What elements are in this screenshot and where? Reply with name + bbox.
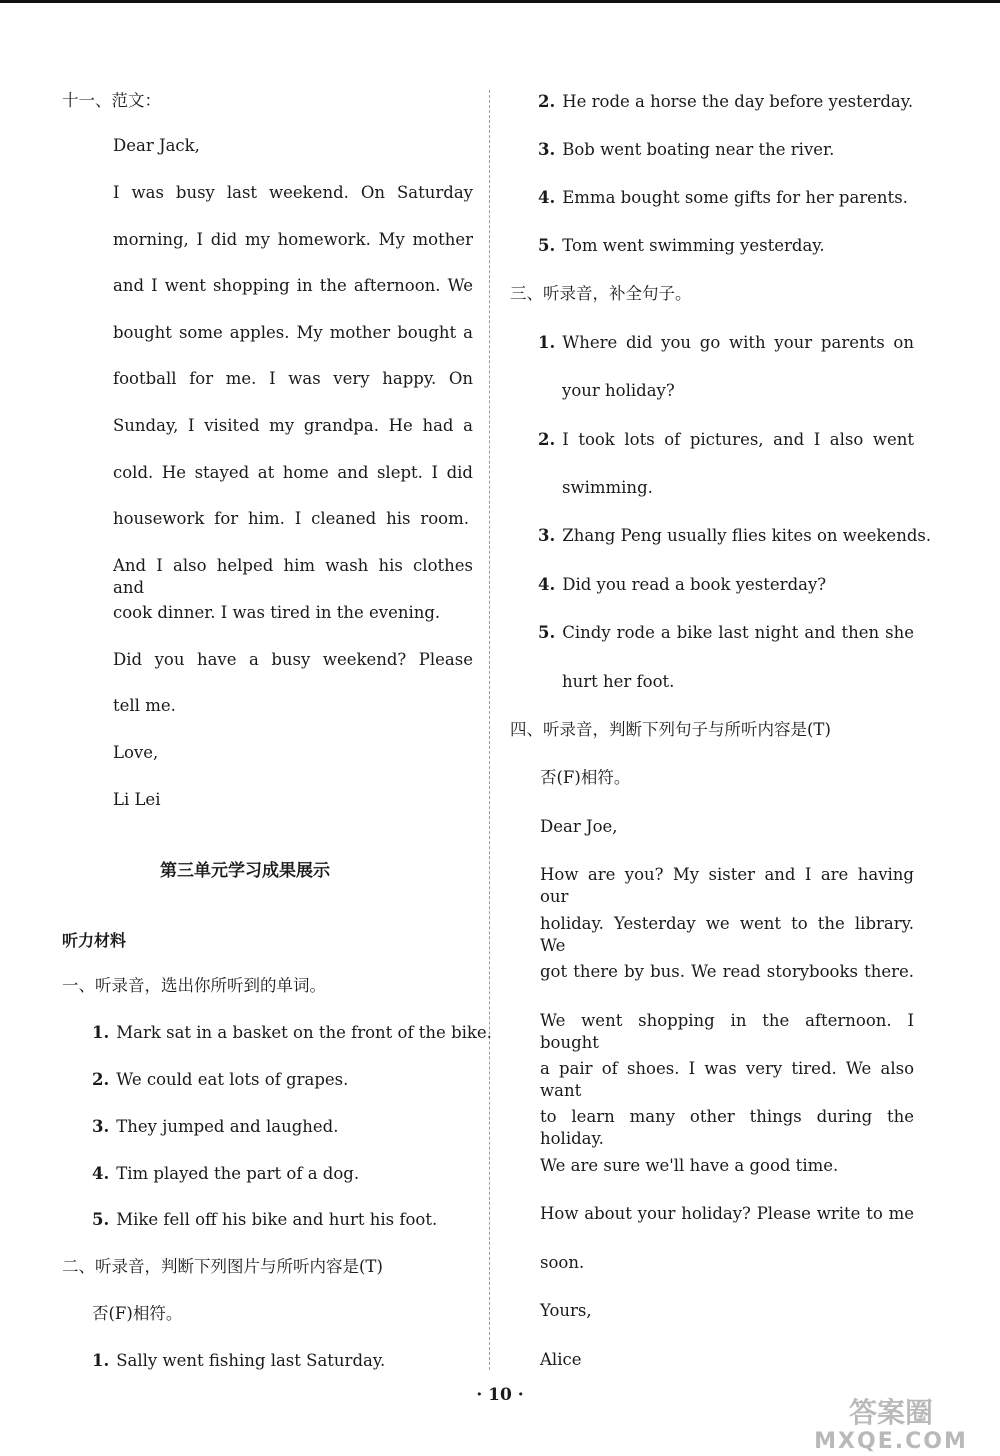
list-item: 3. Zhang Peng usually flies kites on weekends.: [538, 526, 932, 545]
letter-line: soon.: [540, 1253, 585, 1272]
essay-closing: Love,: [113, 743, 159, 762]
letter-line: We went shopping in the afternoon. I bought: [540, 1011, 914, 1052]
list-item: 4. Emma bought some gifts for her parents.: [538, 188, 908, 207]
letter-line: got there by bus. We read storybooks there.: [540, 962, 914, 981]
list-item: 1. Where did you go with your parents on: [538, 333, 914, 352]
list-item: 4. Did you read a book yesterday?: [538, 575, 827, 594]
section-1-title: 一、听录音，选出你所听到的单词。: [62, 976, 326, 995]
essay-line: football for me. I was very happy. On: [113, 369, 473, 388]
essay-line: tell me.: [113, 696, 176, 715]
essay-line: And I also helped him wash his clothes and: [113, 556, 473, 597]
section-4-title-cont: 否(F)相符。: [540, 768, 631, 787]
letter-closing: Yours,: [540, 1301, 592, 1320]
list-item: 2. I took lots of pictures, and I also went: [538, 430, 914, 449]
list-item: 5. Tom went swimming yesterday.: [538, 236, 825, 255]
list-item-cont: swimming.: [562, 478, 653, 497]
essay-line: bought some apples. My mother bought a: [113, 323, 473, 342]
watermark-text-top: 答案圈: [848, 1396, 934, 1429]
list-item-cont: your holiday?: [562, 381, 675, 400]
section-2-title-cont: 否(F)相符。: [92, 1304, 183, 1323]
section-4-title: 四、听录音，判断下列句子与所听内容是(T): [510, 720, 831, 739]
page-number: · 10 ·: [476, 1385, 524, 1405]
essay-line: cook dinner. I was tired in the evening.: [113, 603, 441, 622]
essay-line: Sunday, I visited my grandpa. He had a: [113, 416, 473, 435]
letter-line: How are you? My sister and I are having our: [540, 865, 914, 906]
letter-line: a pair of shoes. I was very tired. We also want: [540, 1059, 914, 1100]
list-item: 3. Bob went boating near the river.: [538, 140, 835, 159]
essay-line: housework for him. I cleaned his room.: [113, 509, 469, 528]
essay-line: and I went shopping in the afternoon. We: [113, 276, 473, 295]
list-item: 2. He rode a horse the day before yesterday.: [538, 92, 914, 111]
section-2-title: 二、听录音，判断下列图片与所听内容是(T): [62, 1257, 383, 1276]
list-item: 3. They jumped and laughed.: [92, 1117, 339, 1136]
list-item: 2. We could eat lots of grapes.: [92, 1070, 349, 1089]
top-rule: [0, 0, 1000, 3]
list-item: 4. Tim played the part of a dog.: [92, 1164, 360, 1183]
list-item: 5. Cindy rode a bike last night and then she: [538, 623, 914, 642]
letter-line: How about your holiday? Please write to me: [540, 1204, 914, 1223]
letter-signature: Alice: [540, 1350, 582, 1369]
essay-line: I was busy last weekend. On Saturday: [113, 183, 473, 202]
list-item: 1. Sally went fishing last Saturday.: [92, 1351, 386, 1370]
watermark-logo: [788, 1394, 994, 1452]
essay-heading: 十一、范文：: [62, 91, 161, 110]
column-divider: [489, 90, 490, 1370]
letter-line: We are sure we'll have a good time.: [540, 1156, 839, 1175]
essay-line: morning, I did my homework. My mother: [113, 230, 473, 249]
essay-line: cold. He stayed at home and slept. I did: [113, 463, 473, 482]
list-item: 1. Mark sat in a basket on the front of the bike.: [92, 1023, 492, 1042]
section-3-title: 三、听录音，补全句子。: [510, 284, 692, 303]
watermark-text-bottom: MXQE.COM: [814, 1429, 968, 1452]
list-item: 5. Mike fell off his bike and hurt his foot.: [92, 1210, 438, 1229]
unit-title: 第三单元学习成果展示: [160, 861, 330, 881]
list-item-cont: hurt her foot.: [562, 672, 675, 691]
letter-line: holiday. Yesterday we went to the library. We: [540, 914, 914, 955]
essay-line: Did you have a busy weekend? Please: [113, 650, 473, 669]
letter-greeting: Dear Joe,: [540, 817, 618, 836]
listening-label: 听力材料: [62, 931, 127, 950]
letter-line: to learn many other things during the holiday.: [540, 1107, 914, 1148]
essay-greeting: Dear Jack,: [113, 136, 200, 155]
essay-signature: Li Lei: [113, 790, 161, 809]
